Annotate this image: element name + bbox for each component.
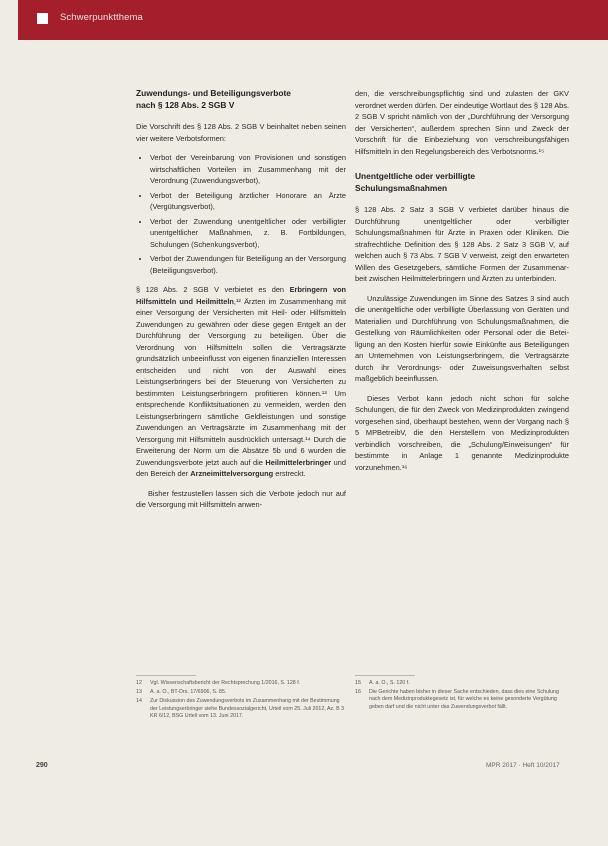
footnote	[136, 689, 346, 696]
footnote-text: A. a. O., S. 120 f.	[369, 680, 410, 686]
list-item: • Verbot der Zuwendungen für Beteiligung an der Versorgung (Beteiligungsverbot).	[150, 253, 346, 276]
text-run: erstreckt.	[273, 469, 306, 478]
heading-line-2: Schulungsmaßnahmen	[355, 182, 448, 193]
footnote-text: Die Gerichte haben bisher in dieser Sache entschieden, dass dies eine Schulung nach dem Medizinproduktegesetz ist, für welche es keine gesonderte Vergütung geben darf und die nicht unter das Zuwendungsverbot fällt.	[369, 689, 559, 710]
footnote-number: 12	[136, 680, 142, 686]
footnote-number: 13	[136, 689, 142, 696]
footnote-number: 16	[355, 689, 361, 696]
text-run: § 128 Abs. 2 SGB V verbietet es den	[136, 285, 290, 294]
right-column	[355, 88, 569, 481]
heading-line-1: Zuwendungs- und Beteiligungsverbote	[136, 88, 291, 98]
footnote-text: Zur Diskussion des Zuwendungsverbots im Zusammenhang mit der Bestimmung der Leistungserbringer siehe Bundessozialgericht, Urteil vom 25. Juli 2012, Az. B 3 KR 6/12, BSG Urteil vom 13. Juni 2017.	[150, 698, 345, 719]
footnote-divider	[355, 675, 415, 676]
footnote	[355, 680, 569, 687]
footnotes-left	[136, 680, 346, 722]
prohibition-list	[136, 152, 346, 276]
left-column	[136, 88, 346, 519]
bold-term: Erbringern von Hilfsmitteln und Heilmitteln	[136, 285, 346, 306]
body-paragraph: § 128 Abs. 2 Satz 3 SGB V verbietet darüber hinaus die Durchführung unentgeltlicher oder verbilligter Schulungsmaßnahmen für Ärzte in Praxen oder Kliniken. Die strafrechtliche Definition des § 128 Abs. 2 Satz 3 SGB V, auf welchen auch § 73 Abs. 7 SGB V verweist, zeigt den erwarteten Willen des Gesetzgebers, sämtliche Formen der Zusammenarbeit zwischen Heilmittelerbringern und Ärzten zu unterbinden.	[355, 205, 569, 283]
body-paragraph: Dieses Verbot kann jedoch nicht schon für solche Schulungen, die für den Zweck von Medizinprodukten zwingend vorgesehen sind, überhaupt bestehen, wenn der Vorgang nach § 5 MPBetreibV, die den Herstellern von Medizinprodukten verbindlich vorschreiben, die „Schulung/Einweisungen“ für bestimmte in Anlage 1 genannte Medizinprodukte vorzunehmen.¹⁶	[355, 393, 569, 472]
footnote	[355, 689, 569, 711]
journal-reference: MPR 2017 · Heft 10/2017	[486, 762, 560, 769]
bold-term: Arzneimittelversorgung	[190, 469, 274, 478]
section-label: Schwerpunktthema	[60, 12, 143, 23]
body-paragraph	[136, 284, 346, 480]
heading-line-1: Unentgeltliche oder verbilligte	[355, 171, 476, 181]
section-marker-square-icon	[37, 13, 48, 24]
list-item: • Verbot der Beteiligung ärztlicher Honorare an Ärzte (Vergütungsverbot),	[150, 190, 346, 213]
text-run: ,¹² Ärzten im Zusammenhang mit einer Versorgung der Versicherten mit Heil- oder Hilfsmitteln Zuwendungen zu gewähren oder diese gegen Entgelt an der Durchführung der Versorgung zu beteiligen. Über die Verordnung von Hilfsmitteln sollen die Vertragsärzte grundsätzlich unbeeinflusst von eigenen finanziellen Interessen entscheiden und nicht von der Auswahl eines Leistungserbringers bei der Steuerung von Versicherten zu bestimmten Leistungserbringern profitieren können.¹³ Um entsprechende Konfliktsituationen zu vermeiden, werden den Leistungserbringern sämtliche Geldleistungen und sonstige Zuwendungen an Vertragsärzte im Zusammenhang mit der Versorgung mit Hilfsmitteln ausdrücklich untersagt.¹⁴ Durch die Erweiterung der Norm um die Absätze 5b und 6 wurden die Zuwendungsverbote jetzt auch auf die	[136, 296, 347, 467]
intro-paragraph: Die Vorschrift des § 128 Abs. 2 SGB V beinhaltet neben seinen vier weitere Verbotsformen:	[136, 122, 346, 143]
section-heading-schulungsmassnahmen	[355, 171, 569, 194]
section-heading-zuwendungsverbote	[136, 88, 346, 111]
footnote-text: A. a. O., BT-Drs. 17/6906, S. 85.	[150, 689, 227, 696]
footnote-number: 15	[355, 680, 361, 686]
footnote	[136, 698, 346, 720]
body-paragraph: den, die verschreibungspflichtig sind und zulasten der GKV verordnet werden dürfen. Der eindeutige Wortlaut des § 128 Abs. 2 SGB V spricht nämlich von der „Durchführung der Versorgung der Versicherten“, außerdem sprechen Sinn und Zweck der Vorschrift für die Einbeziehung von verschreibungsfähigen Hilfsmitteln in den Regelungsbereich des Verbotsnorms.¹⁵	[355, 89, 569, 156]
footnote-number: 14	[136, 698, 142, 705]
footnote	[136, 680, 346, 687]
bold-term: Heilmittelerbringer	[265, 457, 332, 467]
footnotes-right	[355, 680, 569, 713]
list-item: • Verbot der Vereinbarung von Provisionen und sonstigen wirtschaftlichen Vorteilen im Zusammenhang mit der Verordnung (Zuwendungsverbot),	[150, 152, 346, 187]
list-item: • Verbot der Zuwendung unentgeltlicher oder verbilligter unentgeltlicher Maßnahmen, z. B. Fortbildungen, Schulungen (Schenkungsverbot),	[150, 216, 346, 251]
body-paragraph: Bisher festzustellen lassen sich die Verbote jedoch nur auf die Versorgung mit Hilfsmitteln anwen-	[136, 488, 346, 509]
body-paragraph: Unzulässige Zuwendungen im Sinne des Satzes 3 sind auch die unentgeltliche oder verbilligte Überlassung von Geräten und Materialien und Durchführung von Schulungsmaßnahmen, die Gestellung von Räumlichkeiten oder Personal oder die Beteiligung an den Kosten hierfür sowie Einkünfte aus Beteiligungen an Unternehmen von Leistungserbringern, die Vertragsärzte durch ihr Verordnungs- oder Zuweisungsverhalten selbst maßgeblich beeinflussen.	[355, 293, 569, 383]
page-number: 290	[36, 762, 48, 769]
footnote-divider	[136, 675, 196, 676]
footnote-text: Vgl. Wissenschaftsbericht der Rechtsprechung 1/2016, S. 128 f.	[150, 680, 301, 686]
heading-line-2: nach § 128 Abs. 2 SGB V	[136, 99, 235, 110]
text-run: und den Bereich der	[136, 457, 346, 478]
